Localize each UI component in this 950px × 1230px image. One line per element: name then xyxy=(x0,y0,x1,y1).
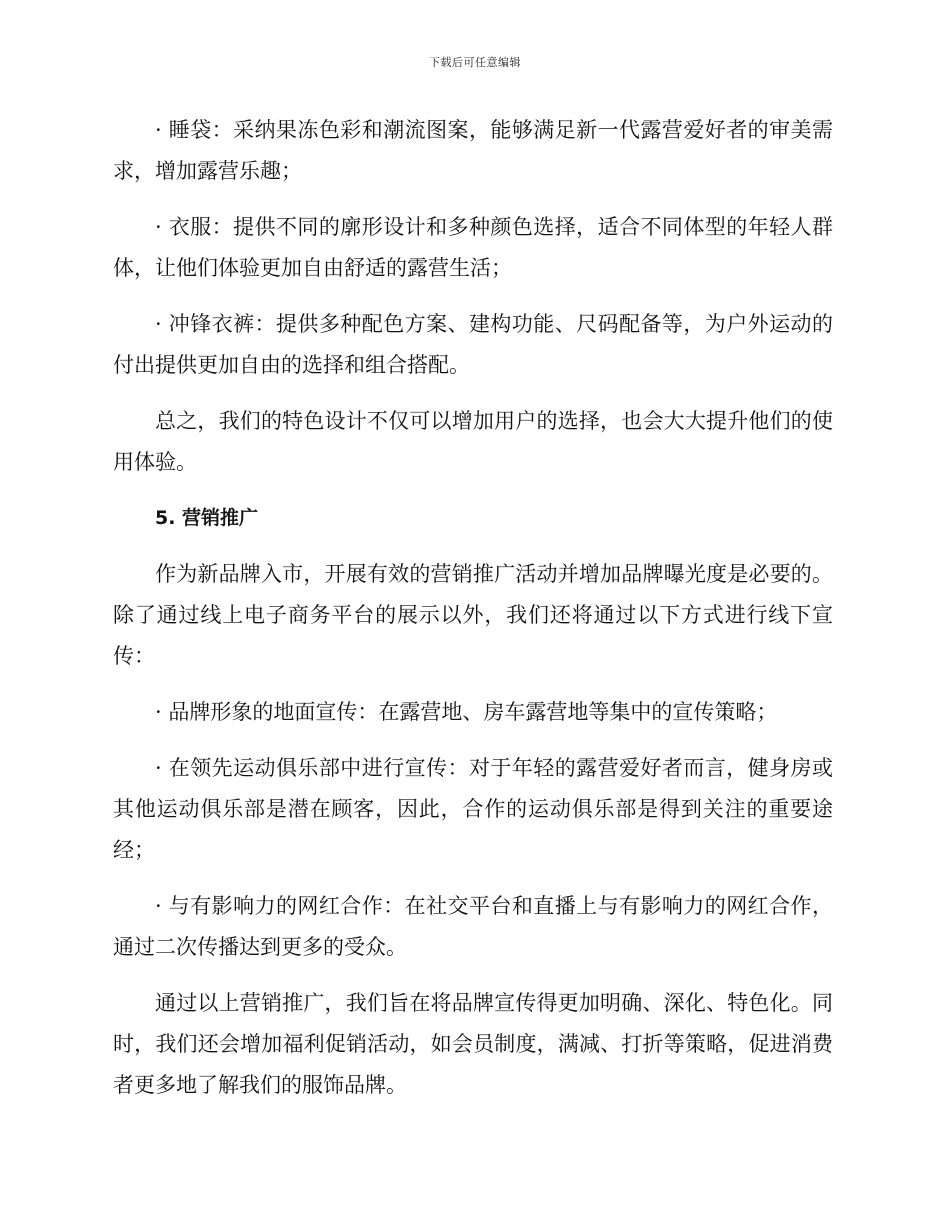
summary-paragraph: 总之，我们的特色设计不仅可以增加用户的选择，也会大大提升他们的使用体验。 xyxy=(113,409,833,474)
page-header: 下载后可任意编辑 xyxy=(429,56,521,69)
bullet-sports-club: · 在领先运动俱乐部中进行宣传：对于年轻的露营爱好者而言，健身房或其他运动俱乐部是潜在顾客，因此，合作的运动俱乐部是得到关注的重要途经； xyxy=(113,756,833,862)
document-body xyxy=(113,110,833,1121)
bullet-ground-promotion: · 品牌形象的地面宣传：在露营地、房车露营地等集中的宣传策略； xyxy=(155,700,778,724)
marketing-intro-paragraph: 作为新品牌入市，开展有效的营销推广活动并增加品牌曝光度是必要的。除了通过线上电子商务平台的展示以外，我们还将通过以下方式进行线下宣传： xyxy=(113,562,833,668)
section-heading-marketing: 5. 营销推广 xyxy=(155,507,259,529)
bullet-outdoor-jacket: · 冲锋衣裤：提供多种配色方案、建构功能、尺码配备等，为户外运动的付出提供更加自由的选择和组合搭配。 xyxy=(113,312,833,377)
bullet-sleeping-bag: · 睡袋：采纳果冻色彩和潮流图案，能够满足新一代露营爱好者的审美需求，增加露营乐趣； xyxy=(113,118,833,183)
bullet-influencer: · 与有影响力的网红合作：在社交平台和直播上与有影响力的网红合作，通过二次传播达到更多的受众。 xyxy=(113,894,833,959)
conclusion-paragraph: 通过以上营销推广，我们旨在将品牌宣传得更加明确、深化、特色化。同时，我们还会增加福利促销活动，如会员制度，满减、打折等策略，促进消费者更多地了解我们的服饰品牌。 xyxy=(113,991,833,1097)
bullet-clothing: · 衣服：提供不同的廓形设计和多种颜色选择，适合不同体型的年轻人群体，让他们体验更加自由舒适的露营生活； xyxy=(113,215,833,280)
